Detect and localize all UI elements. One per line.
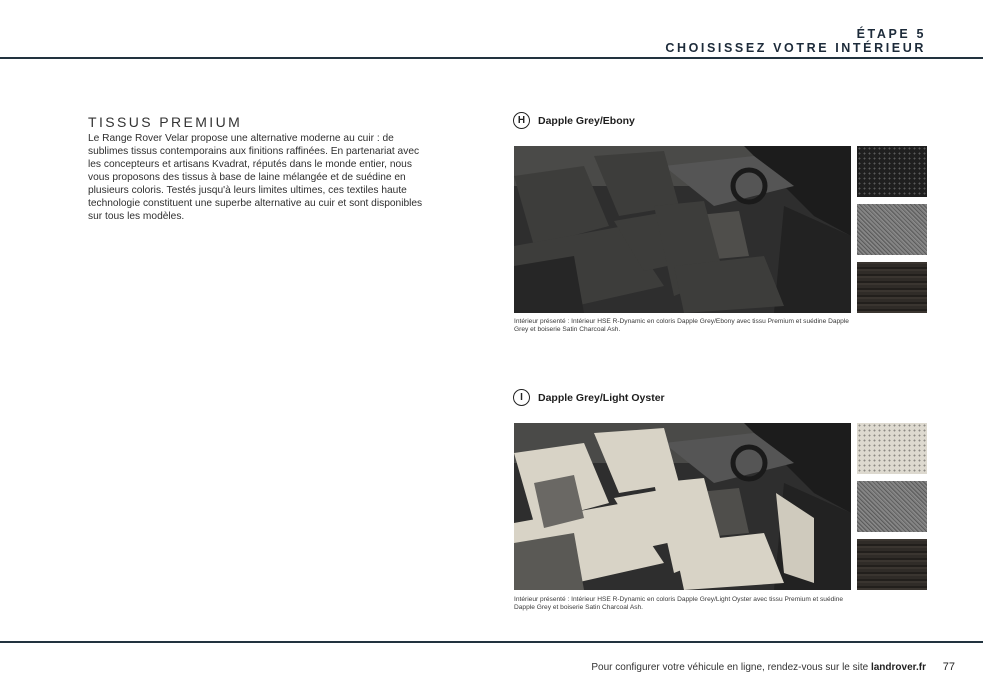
step-label: ÉTAPE 5 bbox=[856, 27, 926, 41]
page-title: CHOISISSEZ VOTRE INTÉRIEUR bbox=[665, 41, 926, 55]
photo-caption-h: Intérieur présenté : Intérieur HSE R-Dynamic en coloris Dapple Grey/Ebony avec tissu Premium et suédine Dapple Grey et boiserie Satin Charcoal Ash. bbox=[514, 318, 849, 334]
footer-site-link[interactable]: landrover.fr bbox=[870, 662, 926, 673]
footer-divider bbox=[0, 641, 983, 643]
interior-illustration-i bbox=[514, 423, 851, 590]
fabric-swatch-light-perforated bbox=[857, 423, 927, 474]
footer-note bbox=[591, 662, 926, 673]
option-name-i: Dapple Grey/Light Oyster bbox=[538, 392, 665, 404]
interior-illustration-h bbox=[514, 146, 851, 313]
page-number: 77 bbox=[942, 661, 955, 673]
fabric-swatch-dark-perforated bbox=[857, 146, 927, 197]
wood-swatch-dark bbox=[857, 539, 927, 590]
footer-text: Pour configurer votre véhicule en ligne, rendez-vous sur le site bbox=[591, 662, 869, 673]
option-badge-h: H bbox=[513, 112, 530, 129]
interior-photo-i bbox=[514, 423, 851, 590]
page-header bbox=[665, 27, 926, 55]
section-body: Le Range Rover Velar propose une alternative moderne au cuir : de sublimes tissus contemporains aux finitions raffinées. En partenariat avec les concepteurs et artisans Kvadrat, réputés dans le monde entier, nous vous proposons des tissus à base de laine mélangée et de suédine en plusieurs coloris. Testés jusqu'à leurs limites ultimes, ces textiles haute technologie constituent une superbe alternative au cuir et sont disponibles sur tous les modèles. bbox=[88, 133, 423, 222]
photo-caption-i: Intérieur présenté : Intérieur HSE R-Dynamic en coloris Dapple Grey/Light Oyster avec tissu Premium et suédine Dapple Grey et boiserie Satin Charcoal Ash. bbox=[514, 596, 844, 612]
fabric-swatch-grey-tweed bbox=[857, 481, 927, 532]
option-name-h: Dapple Grey/Ebony bbox=[538, 115, 635, 127]
section-title: TISSUS PREMIUM bbox=[88, 114, 243, 130]
fabric-swatch-grey-tweed bbox=[857, 204, 927, 255]
interior-photo-h bbox=[514, 146, 851, 313]
wood-swatch-dark bbox=[857, 262, 927, 313]
header-divider bbox=[0, 57, 983, 59]
option-badge-i: I bbox=[513, 389, 530, 406]
